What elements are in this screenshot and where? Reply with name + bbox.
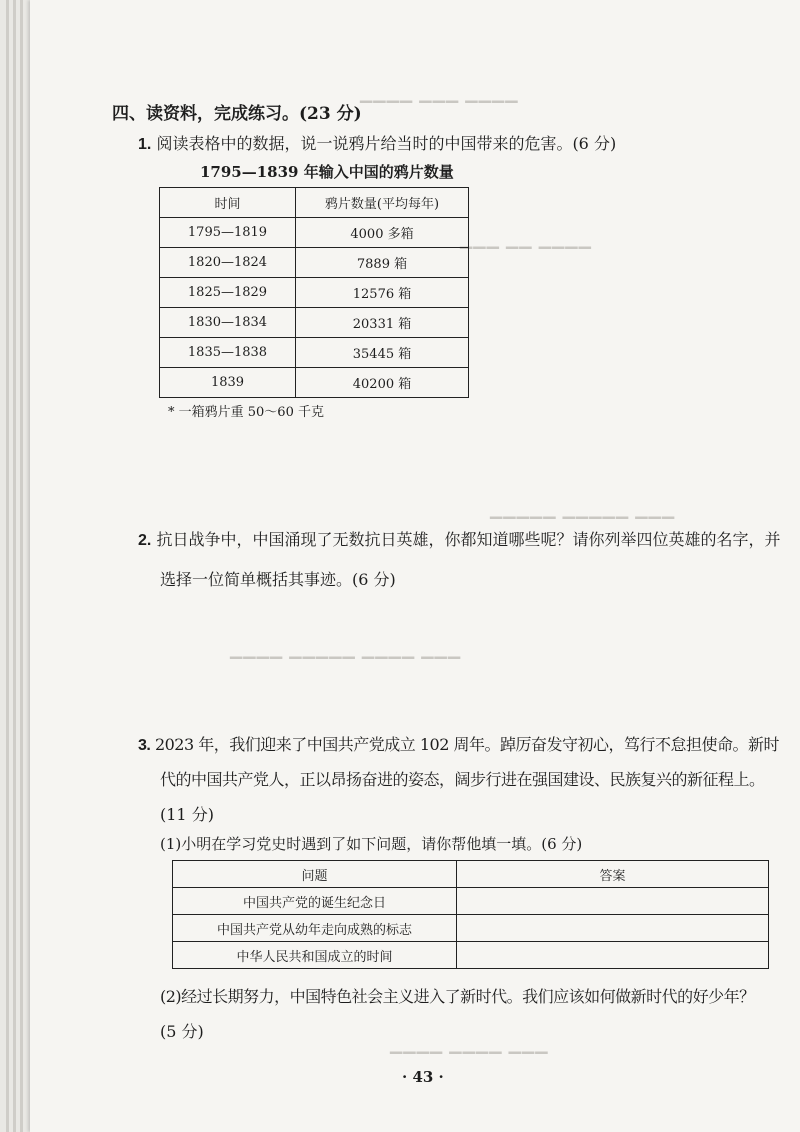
question-3	[138, 732, 779, 755]
table-cell: 40200 箱	[296, 368, 469, 398]
table-cell: 1825—1829	[160, 278, 296, 308]
bleed-through: ▁▁▁▁ ▁▁▁ ▁▁▁▁	[360, 84, 519, 103]
table-cell: 1839	[160, 368, 296, 398]
opium-table-title: 1795—1839 年输入中国的鸦片数量	[200, 163, 454, 181]
question-3-sub-1: (1)小明在学习党史时遇到了如下问题，请你帮他填一填。(6 分)	[160, 835, 583, 853]
question-2-number: 2.	[138, 532, 152, 549]
question-1-number: 1.	[138, 136, 152, 153]
section-title: 四、读资料，完成练习。(23 分)	[112, 104, 362, 124]
answer-cell[interactable]	[457, 888, 769, 915]
question-3-number: 3.	[138, 737, 151, 754]
table-header-row	[173, 861, 769, 888]
table-header-row	[160, 188, 469, 218]
question-2-line-1: 抗日战争中，中国涌现了无数抗日英雄，你都知道哪些呢？请你列举四位英雄的名字，并	[156, 530, 781, 549]
question-3-line-3: (11 分)	[160, 805, 214, 824]
column-header: 时间	[160, 188, 296, 218]
bleed-through: ▁▁▁▁ ▁▁▁▁ ▁▁▁	[390, 1035, 549, 1054]
answer-cell[interactable]	[457, 915, 769, 942]
table-cell: 1835—1838	[160, 338, 296, 368]
table-row	[173, 942, 769, 969]
table-cell: 1830—1834	[160, 308, 296, 338]
table-cell: 7889 箱	[296, 248, 469, 278]
table-footnote: * 一箱鸦片重 50～60 千克	[168, 405, 324, 420]
question-3-sub-2-score: (5 分)	[160, 1022, 204, 1041]
table-cell: 12576 箱	[296, 278, 469, 308]
table-cell: 1820—1824	[160, 248, 296, 278]
table-cell: 35445 箱	[296, 338, 469, 368]
table-cell: 1795—1819	[160, 218, 296, 248]
table-row	[160, 368, 469, 398]
table-row	[173, 915, 769, 942]
question-2-line-2: 选择一位简单概括其事迹。(6 分)	[160, 570, 396, 589]
question-3-line-2: 代的中国共产党人，正以昂扬奋进的姿态，阔步行进在强国建设、民族复兴的新征程上。	[160, 770, 765, 789]
question-3-sub-2: (2)经过长期努力，中国特色社会主义进入了新时代。我们应该如何做新时代的好少年？	[160, 987, 755, 1006]
question-3-line-1: 2023 年，我们迎来了中国共产党成立 102 周年。踔厉奋发守初心，笃行不怠担使命。新时	[154, 735, 779, 754]
table-row	[160, 308, 469, 338]
question-2	[138, 527, 780, 550]
bleed-through: ▁▁▁ ▁▁ ▁▁▁▁	[460, 230, 592, 249]
table-row	[160, 248, 469, 278]
column-header: 答案	[457, 861, 769, 888]
question-1	[138, 131, 616, 154]
table-cell: 中国共产党的诞生纪念日	[173, 888, 457, 915]
table-cell: 4000 多箱	[296, 218, 469, 248]
answer-cell[interactable]	[457, 942, 769, 969]
table-cell: 中国共产党从幼年走向成熟的标志	[173, 915, 457, 942]
table-cell: 20331 箱	[296, 308, 469, 338]
column-header: 鸦片数量(平均每年)	[296, 188, 469, 218]
table-row	[160, 278, 469, 308]
bleed-through: ▁▁▁▁ ▁▁▁▁▁ ▁▁▁▁ ▁▁▁	[230, 640, 462, 659]
table-row	[160, 338, 469, 368]
worksheet-page	[30, 0, 800, 1132]
table-row	[173, 888, 769, 915]
table-row	[160, 218, 469, 248]
table-cell: 中华人民共和国成立的时间	[173, 942, 457, 969]
bleed-through: ▁▁▁▁▁ ▁▁▁▁▁ ▁▁▁	[490, 500, 676, 519]
opium-import-table	[159, 187, 469, 398]
page-number: · 43 ·	[402, 1068, 444, 1086]
party-history-table	[172, 860, 769, 969]
question-1-text: 阅读表格中的数据，说一说鸦片给当时的中国带来的危害。(6 分)	[156, 134, 617, 153]
column-header: 问题	[173, 861, 457, 888]
